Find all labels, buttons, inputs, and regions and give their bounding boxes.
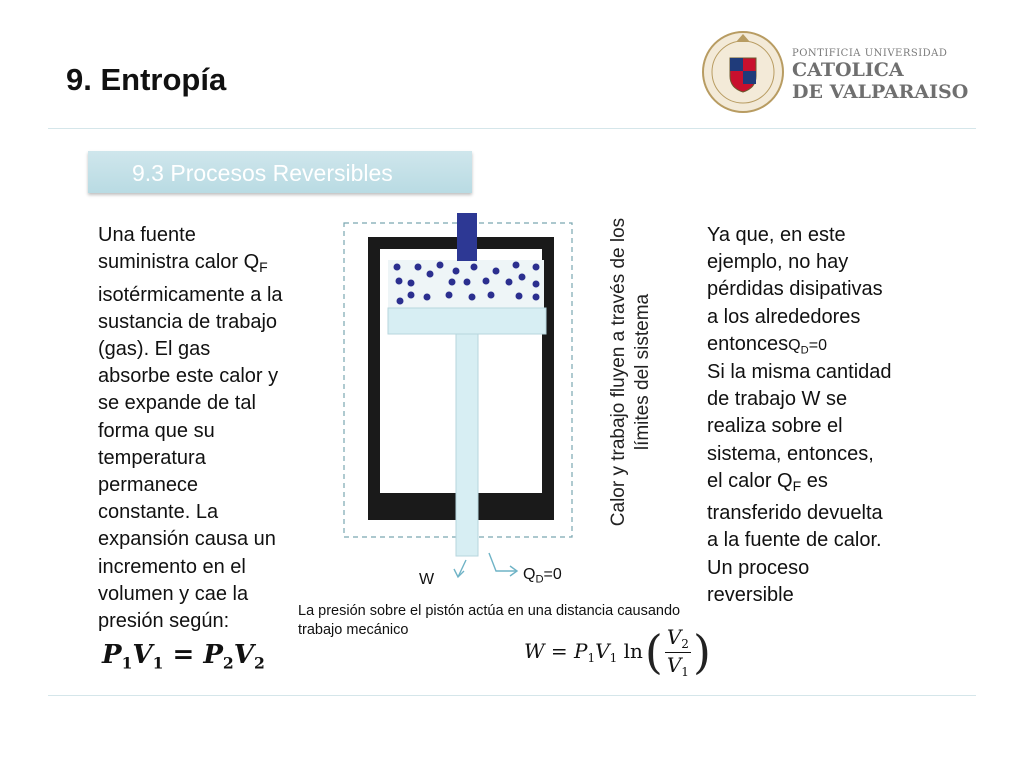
subtitle: 9.3 Procesos Reversibles [132, 160, 393, 186]
left-line: suministra calor $Q_F$ [98, 251, 268, 276]
left-line: sustancia de trabajo [98, 310, 278, 333]
right-paragraph-2 [707, 359, 947, 609]
piston-cylinder-diagram [340, 205, 580, 605]
boundary-note-line2: límites del sistema [632, 293, 653, 451]
left-line: absorbe este calor y [98, 365, 279, 388]
university-name [792, 48, 968, 103]
left-line: presión según: [98, 610, 230, 633]
right-line: Si la misma cantidad [707, 361, 892, 383]
left-line: permanece [98, 474, 199, 497]
right-line: a la fuente de calor. [707, 529, 882, 552]
heat-loss-label: $Q_D=0$ [523, 566, 562, 586]
left-line: constante. La [98, 501, 219, 524]
left-line: temperatura [98, 446, 206, 469]
left-line: incremento en el [98, 555, 246, 578]
logo-line3: DE VALPARAISO [792, 81, 969, 103]
boundary-note-line1: Calor y trabajo fluyen a través de los [608, 217, 629, 527]
right-line: reversible [707, 583, 794, 606]
right-paragraph [707, 222, 947, 364]
left-line: (gas). El gas [98, 338, 211, 360]
work-arrow [458, 560, 466, 577]
equation-boyle: $P_1V_1 = P_2V_2$ [102, 640, 265, 673]
left-paragraph [98, 222, 328, 635]
right-line: realiza sobre el [707, 415, 843, 438]
right-line: a los alrededores [707, 305, 861, 328]
right-line: pérdidas disipativas [707, 278, 883, 301]
left-line: expansión causa un [98, 528, 276, 551]
diagram-caption: La presión sobre el pistón actúa en una distancia causando trabajo mecánico [298, 603, 681, 638]
right-line: Un proceso [707, 556, 810, 579]
left-line: Una fuente [98, 224, 196, 246]
logo-line2: CATOLICA [792, 59, 904, 81]
page-title: 9. Entropía [66, 62, 227, 97]
left-line: volumen y cae la [98, 582, 249, 605]
equation-work: $W = P_1V_1$ ln ( $V_2$ $V_1$ ) [524, 625, 711, 679]
right-line: Ya que, en este [707, 224, 846, 246]
piston-rod [456, 334, 478, 556]
right-line: ejemplo, no hay [707, 251, 849, 274]
right-line: transferido devuelta [707, 502, 883, 525]
header-divider [48, 128, 976, 129]
logo-line1: PONTIFICIA UNIVERSIDAD [792, 48, 948, 59]
right-line: sistema, entonces, [707, 442, 874, 465]
work-label: W [419, 571, 435, 588]
right-line: entoncesQ$_D$=0 [707, 332, 827, 357]
left-line: se expande de tal [98, 392, 256, 415]
left-line: isotérmicamente a la [98, 283, 283, 306]
heat-loss-arrow [489, 553, 516, 571]
university-seal-icon [700, 24, 786, 116]
left-line: forma que su [98, 419, 215, 442]
boundary-note [607, 182, 655, 562]
right-line: el calor $Q_F$ es [707, 469, 828, 494]
piston-head [388, 308, 546, 334]
heat-source-cap [457, 213, 477, 261]
footer-divider [48, 695, 976, 696]
right-line: de trabajo W se [707, 388, 848, 411]
